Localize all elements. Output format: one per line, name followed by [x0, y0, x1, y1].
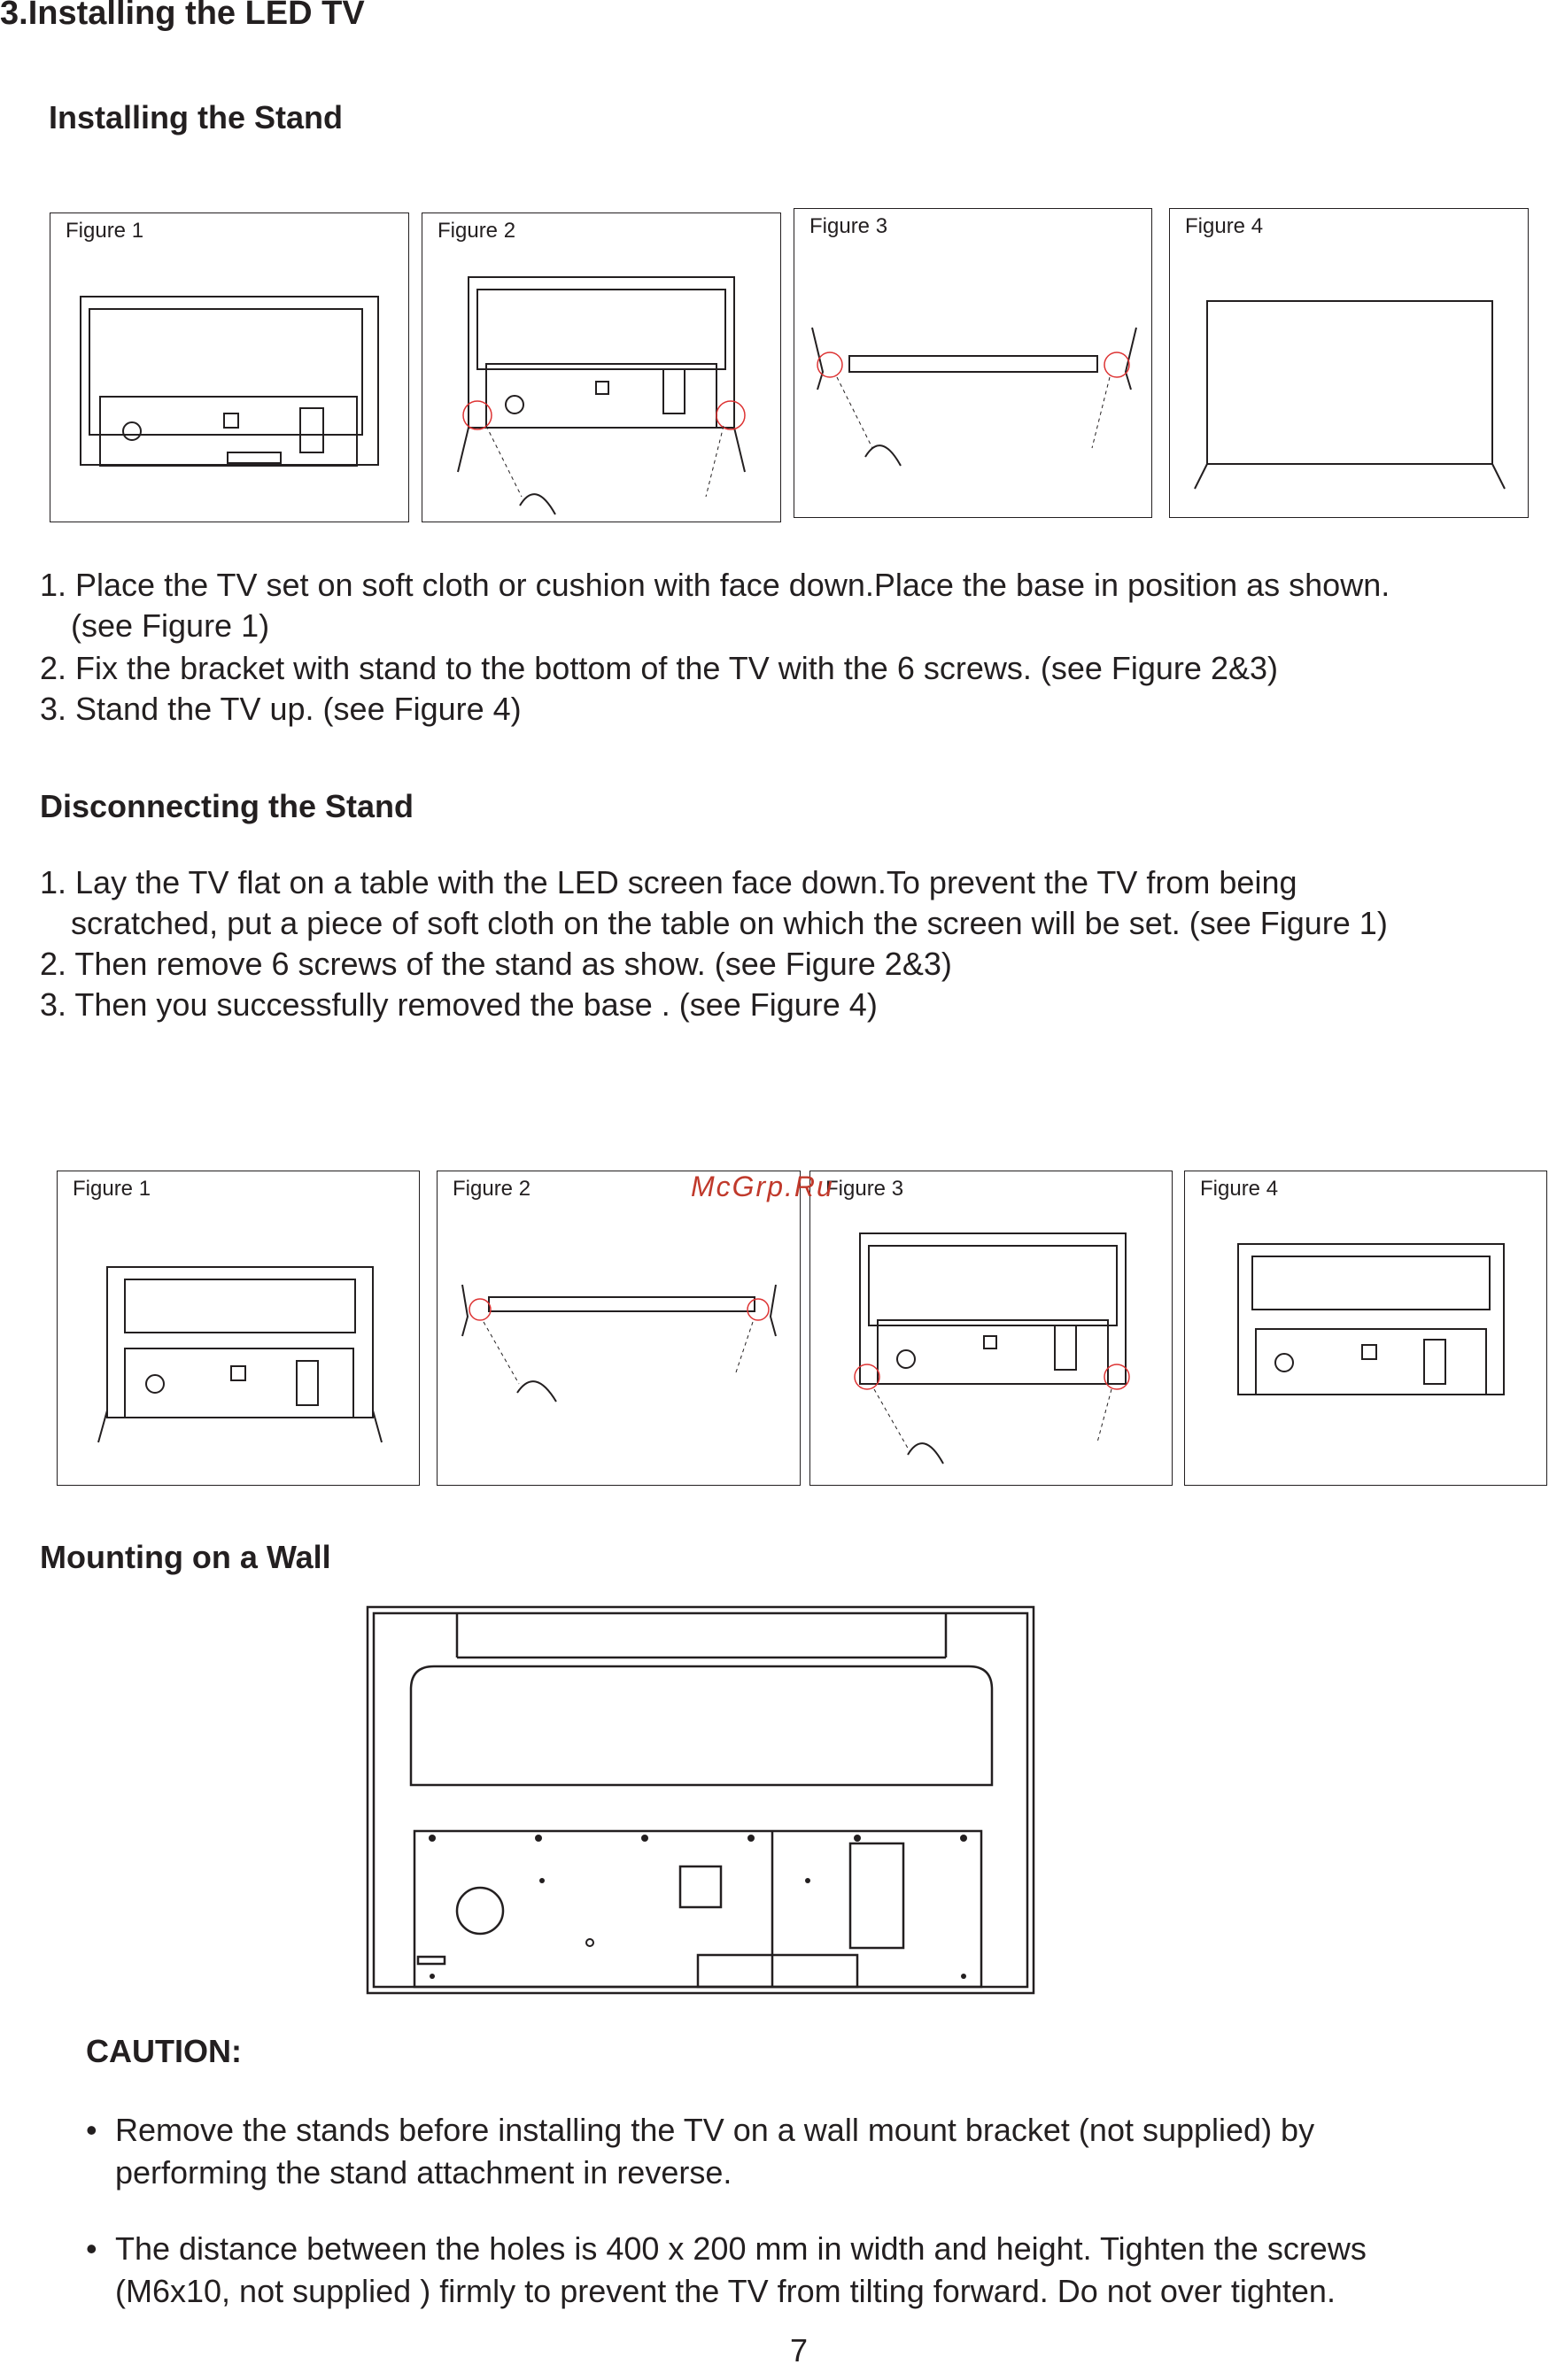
disconnect-step-3: 3. Then you successfully removed the base . (see Figure 4)	[40, 986, 878, 1023]
figure-caption: Figure 2	[438, 219, 516, 243]
tv-side-unscrew-icon	[438, 1171, 802, 1487]
tv-back-unscrew-icon	[810, 1171, 1173, 1487]
figure-caption: Figure 3	[825, 1177, 904, 1201]
tv-side-screw-icon	[794, 209, 1153, 519]
install-figure-2	[422, 212, 781, 522]
bullet-2-line-2: (M6x10, not supplied ) firmly to prevent the TV from tilting forward. Do not over tighten.	[115, 2273, 1336, 2309]
tv-wall-mount-icon	[365, 1604, 1036, 1996]
tv-back-stand-icon	[58, 1171, 421, 1487]
figure-caption: Figure 2	[453, 1177, 531, 1201]
page-title: 3.Installing the LED TV	[0, 0, 365, 32]
disconnect-figure-2	[437, 1171, 801, 1486]
bullet-1-line-1: Remove the stands before installing the TV on a wall mount bracket (not supplied) by	[115, 2112, 1315, 2148]
install-step-2: 2. Fix the bracket with stand to the bottom of the TV with the 6 screws. (see Figure 2&3)	[40, 650, 1278, 686]
disconnect-figure-3	[809, 1171, 1173, 1486]
tv-back-icon	[50, 213, 410, 523]
tv-back-no-stand-icon	[1185, 1171, 1548, 1487]
bullet-2-symbol: •	[86, 2230, 97, 2267]
install-title: Installing the Stand	[49, 99, 344, 135]
disconnect-step-2: 2. Then remove 6 screws of the stand as show. (see Figure 2&3)	[40, 946, 952, 982]
bullet-1-line-2: performing the stand attachment in reverse.	[115, 2154, 732, 2191]
wall-title: Mounting on a Wall	[40, 1539, 331, 1575]
figure-caption: Figure 1	[73, 1177, 151, 1201]
tv-screw-icon	[422, 213, 782, 523]
install-figure-4	[1169, 208, 1529, 518]
bullet-2-line-1: The distance between the holes is 400 x 200 mm in width and height. Tighten the screws	[115, 2230, 1367, 2267]
install-figure-3	[794, 208, 1152, 518]
install-step-3: 3. Stand the TV up. (see Figure 4)	[40, 691, 522, 727]
bullet-1-symbol: •	[86, 2112, 97, 2148]
disconnect-title: Disconnecting the Stand	[40, 788, 414, 824]
install-step-1: 1. Place the TV set on soft cloth or cushion with face down.Place the base in position as shown.	[40, 567, 1390, 603]
disconnect-figure-1	[57, 1171, 420, 1486]
disconnect-figure-4	[1184, 1171, 1547, 1486]
install-step-1b: (see Figure 1)	[71, 607, 270, 644]
page-number: 7	[790, 2332, 809, 2368]
figure-caption: Figure 3	[809, 214, 888, 238]
figure-caption: Figure 1	[66, 219, 144, 243]
disconnect-step-1: 1. Lay the TV flat on a table with the LED screen face down.To prevent the TV from being	[40, 864, 1297, 900]
install-figure-1	[50, 212, 409, 522]
figure-caption: Figure 4	[1200, 1177, 1279, 1201]
tv-standing-icon	[1170, 209, 1530, 519]
watermark: McGrp.Ru	[691, 1171, 834, 1202]
caution-label: CAUTION:	[86, 2033, 242, 2069]
disconnect-step-1b: scratched, put a piece of soft cloth on the table on which the screen will be set. (see Figure 1)	[71, 905, 1388, 941]
figure-caption: Figure 4	[1185, 214, 1264, 238]
